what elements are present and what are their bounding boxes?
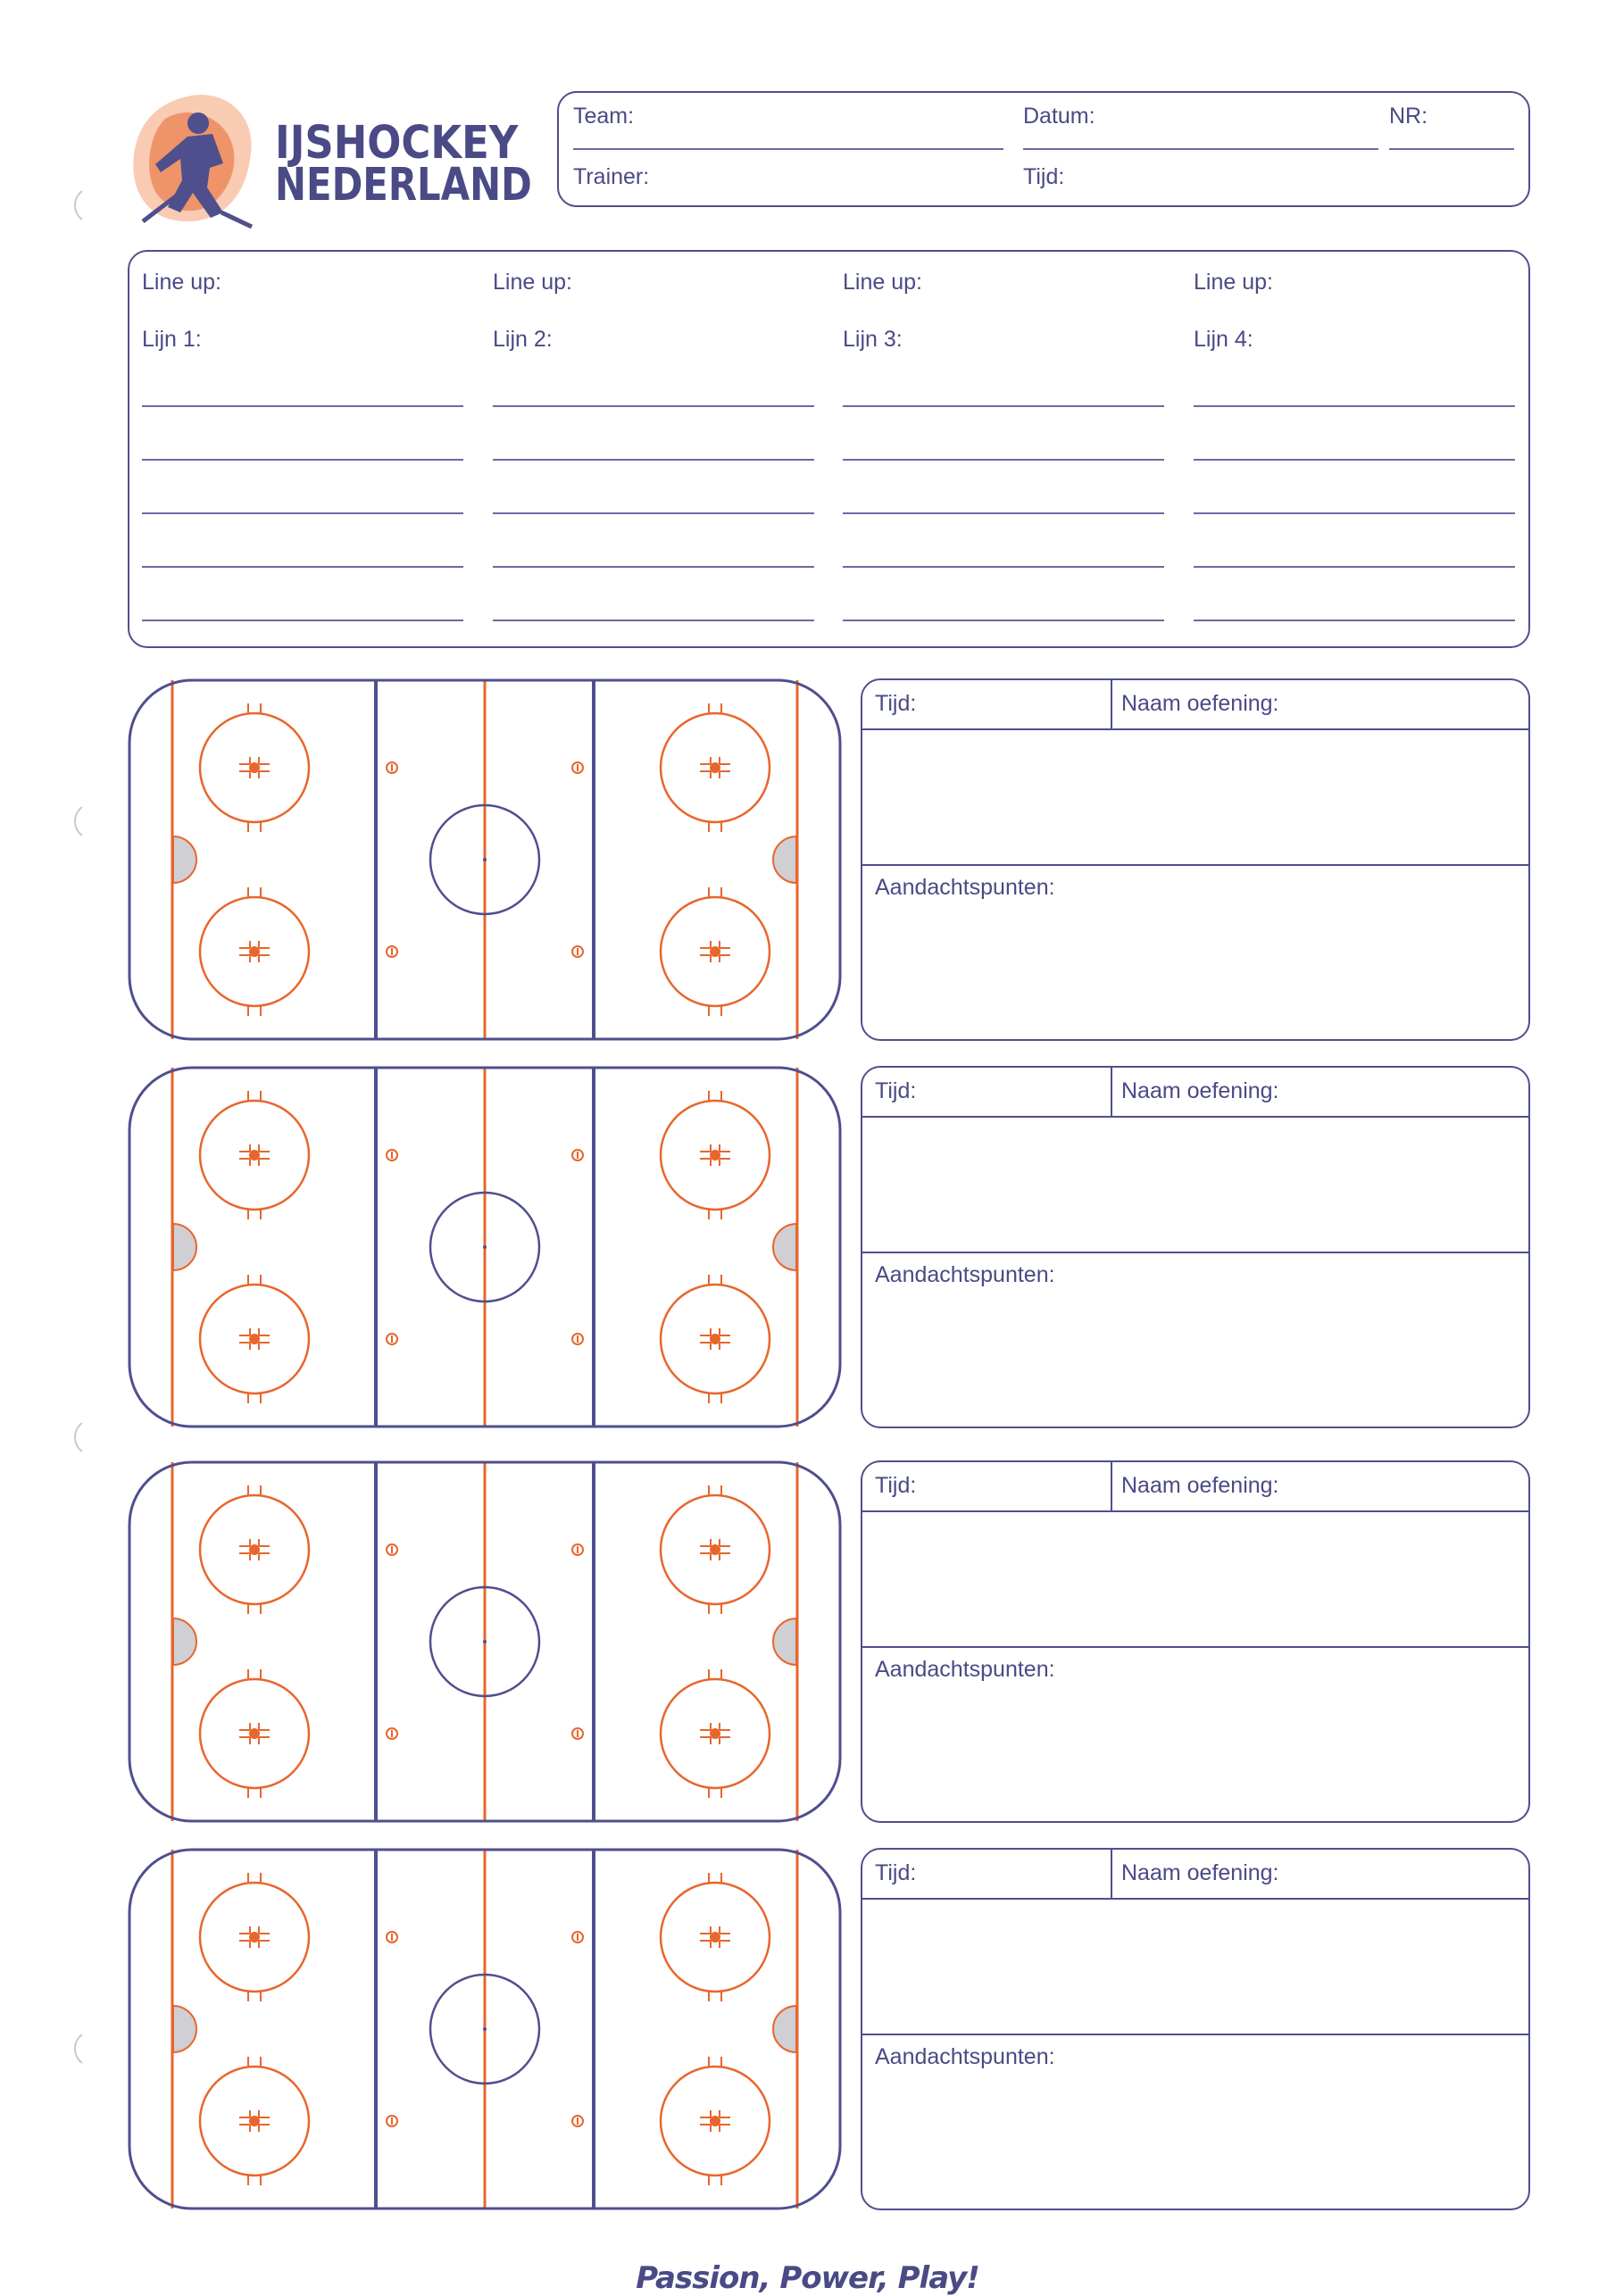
exercise-notes-area[interactable] (864, 1296, 1527, 1421)
exercise-header-split (1111, 1068, 1112, 1116)
header-info-box (557, 91, 1530, 207)
exercise-tijd-label: Tijd: (875, 691, 917, 716)
lineup-player-field[interactable] (1194, 405, 1515, 407)
exercise-tijd-label: Tijd: (875, 1473, 917, 1498)
exercise-aandacht-label: Aandachtspunten: (875, 875, 1055, 900)
exercise-description-area[interactable] (864, 1119, 1527, 1248)
rink-diagram[interactable] (128, 1066, 842, 1428)
rink-diagram[interactable] (128, 1460, 842, 1823)
brand-line1: IJSHOCKEY (275, 117, 519, 170)
exercise-body-divider (862, 864, 1528, 866)
exercise-header-split (1111, 1850, 1112, 1898)
lineup-player-field[interactable] (493, 405, 814, 407)
hockey-player-logo-icon (125, 87, 259, 235)
punch-hole (55, 2031, 91, 2067)
lineup-player-field[interactable] (142, 459, 463, 461)
lineup-player-field[interactable] (843, 459, 1164, 461)
lineup-player-field[interactable] (142, 566, 463, 568)
lineup-player-field[interactable] (1194, 512, 1515, 514)
logo (125, 87, 536, 235)
exercise-header-split (1111, 1462, 1112, 1510)
exercise-header-divider (862, 1898, 1528, 1900)
lineup-player-field[interactable] (493, 620, 814, 621)
exercise-naam-label: Naam oefening: (1121, 1078, 1279, 1103)
lineup-box (128, 250, 1530, 648)
lineup-player-field[interactable] (142, 405, 463, 407)
lijn-label-3: Lijn 3: (843, 327, 903, 352)
exercise-tijd-label: Tijd: (875, 1078, 917, 1103)
lineup-player-field[interactable] (1194, 620, 1515, 621)
exercise-header-split (1111, 680, 1112, 728)
exercise-header-divider (862, 728, 1528, 730)
exercise-notes-area[interactable] (864, 2078, 1527, 2203)
lineup-player-field[interactable] (843, 620, 1164, 621)
exercise-aandacht-label: Aandachtspunten: (875, 1262, 1055, 1287)
exercise-aandacht-label: Aandachtspunten: (875, 2044, 1055, 2069)
lineup-title-2: Line up: (493, 270, 572, 295)
exercise-box (861, 1848, 1530, 2210)
punch-hole (55, 187, 91, 223)
lineup-player-field[interactable] (1194, 566, 1515, 568)
trainer-label: Trainer: (573, 164, 650, 189)
exercise-naam-label: Naam oefening: (1121, 1473, 1279, 1498)
datum-field[interactable] (1023, 148, 1378, 150)
lineup-player-field[interactable] (493, 459, 814, 461)
tijd-label: Tijd: (1023, 164, 1065, 189)
exercise-description-area[interactable] (864, 1901, 1527, 2030)
exercise-box (861, 1460, 1530, 1823)
exercise-body-divider (862, 2034, 1528, 2035)
exercise-body-divider (862, 1646, 1528, 1648)
exercise-tijd-label: Tijd: (875, 1860, 917, 1885)
lineup-player-field[interactable] (142, 512, 463, 514)
exercise-header-divider (862, 1510, 1528, 1512)
nr-label: NR: (1389, 104, 1428, 129)
exercise-aandacht-label: Aandachtspunten: (875, 1657, 1055, 1682)
lijn-label-2: Lijn 2: (493, 327, 553, 352)
lineup-player-field[interactable] (142, 620, 463, 621)
team-field[interactable] (573, 148, 1003, 150)
exercise-box (861, 678, 1530, 1041)
lineup-title-3: Line up: (843, 270, 922, 295)
lineup-player-field[interactable] (843, 566, 1164, 568)
exercise-description-area[interactable] (864, 1514, 1527, 1643)
exercise-naam-label: Naam oefening: (1121, 691, 1279, 716)
lineup-player-field[interactable] (843, 512, 1164, 514)
exercise-notes-area[interactable] (864, 909, 1527, 1034)
datum-label: Datum: (1023, 104, 1095, 129)
exercise-box (861, 1066, 1530, 1428)
lijn-label-1: Lijn 1: (142, 327, 202, 352)
exercise-notes-area[interactable] (864, 1691, 1527, 1816)
lijn-label-4: Lijn 4: (1194, 327, 1253, 352)
tagline: Passion, Power, Play! (636, 2260, 979, 2296)
exercise-header-divider (862, 1116, 1528, 1118)
punch-hole (55, 1419, 91, 1455)
exercise-naam-label: Naam oefening: (1121, 1860, 1279, 1885)
lineup-player-field[interactable] (843, 405, 1164, 407)
punch-hole (55, 803, 91, 839)
lineup-player-field[interactable] (493, 566, 814, 568)
rink-diagram[interactable] (128, 1848, 842, 2210)
nr-field[interactable] (1389, 148, 1514, 150)
team-label: Team: (573, 104, 635, 129)
rink-diagram[interactable] (128, 678, 842, 1041)
lineup-title-4: Line up: (1194, 270, 1273, 295)
exercise-body-divider (862, 1252, 1528, 1253)
lineup-player-field[interactable] (1194, 459, 1515, 461)
exercise-description-area[interactable] (864, 732, 1527, 861)
brand-line2: NEDERLAND (275, 159, 532, 212)
lineup-player-field[interactable] (493, 512, 814, 514)
lineup-title-1: Line up: (142, 270, 221, 295)
